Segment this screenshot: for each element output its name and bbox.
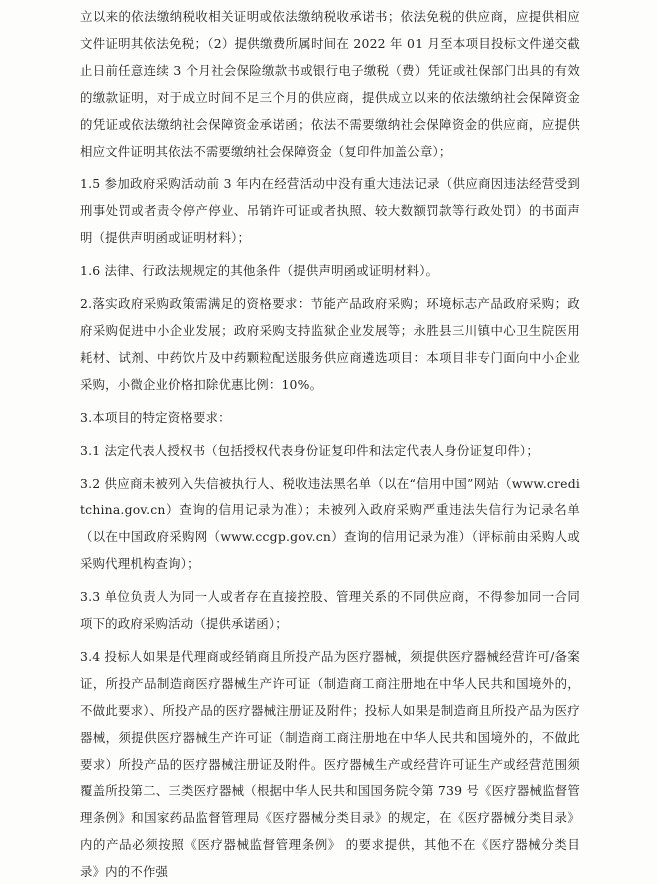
document-body <box>80 4 580 884</box>
paragraph-3-special-requirements: 3.本项目的特定资格要求： <box>80 409 231 425</box>
paragraph-2-procurement-policy: 2.落实政府采购政策需满足的资格要求：节能产品政府采购；环境标志产品政府采购；政府采购促进中小企业发展；政府采购支持监狱企业发展等；永胜县三川镇中心卫生院医用耗材、试剂、中药饮片及中药颗粒配送服务供应商遴选项目：本项目非专门面向中小企业采购，小微企业价格扣除优惠比例：10%。 <box>80 296 580 392</box>
paragraph-3-4-medical-devices: 3.4 投标人如果是代理商或经销商且所投产品为医疗器械，须提供医疗器械经营许可/备案证，所投产品制造商医疗器械生产许可证（制造商工商注册地在中华人民共和国境外的，不做此要求）、所投产品的医疗器械注册证及附件；投标人如果是制造商且所投产品为医疗器械，须提供医疗器械生产许可证（制造商工商注册地在中华人民共和国境外的，不做此要求）所投产品的医疗器械注册证及附件。医疗器械生产或经营许可证生产或经营范围须覆盖所投第二、三类医疗器械（根据中华人民共和国国务院令第 739 号《医疗器械监督管理条例》和国家药品监督管理局《医疗器械分类目录》的规定，在《医疗器械分类目录》内的产品必须按照《医疗器械监督管理条例》 的要求提供，其他不在《医疗器械分类目录》内的不作强 <box>80 648 580 880</box>
paragraph-3-2-credit-record: 3.2 供应商未被列入失信被执行人、税收违法黑名单（以在“信用中国”网站（www.creditchina.gov.cn）查询的信用记录为准）；未被列入政府采购严重违法失信行为记录名单（以在中国政府采购网（www.ccgp.gov.cn）查询的信用记录为准）（评标前由采购人或采购代理机构查询）； <box>80 475 580 572</box>
paragraph-3-3-related-suppliers: 3.3 单位负责人为同一人或者存在直接控股、管理关系的不同供应商，不得参加同一合同项下的政府采购活动（提供承诺函）； <box>80 589 580 632</box>
paragraph-tax-and-social-security: 立以来的依法缴纳税收相关证明或依法缴纳税收承诺书；依法免税的供应商，应提供相应文件证明其依法免税；（2）提供缴费所属时间在 2022 年 01 月至本项目投标文件递交截止日前任意连续 3 个月社会保险缴款书或银行电子缴税（费）凭证或社保部门出具的有效的缴款证明，对于成立时间不足三个月的供应商，提供成立以来的依法缴纳社会保障资金的凭证或依法缴纳社会保障资金承诺函；依法不需要缴纳社会保障资金的供应商，应提供相应文件证明其依法不需要缴纳社会保障资金（复印件加盖公章）； <box>80 9 580 159</box>
paragraph-1-5-no-violation-record: 1.5 参加政府采购活动前 3 年内在经营活动中没有重大违法记录（供应商因违法经营受到刑事处罚或者责令停产停业、吊销许可证或者执照、较大数额罚款等行政处罚）的书面声明（提供声明函或证明材料）； <box>80 176 580 246</box>
paragraph-1-6-other-conditions: 1.6 法律、行政法规规定的其他条件（提供声明函或证明材料）。 <box>80 263 439 279</box>
paragraph-3-1-authorization: 3.1 法定代表人授权书（包括授权代表身份证复印件和法定代表人身份证复印件）； <box>80 442 539 458</box>
